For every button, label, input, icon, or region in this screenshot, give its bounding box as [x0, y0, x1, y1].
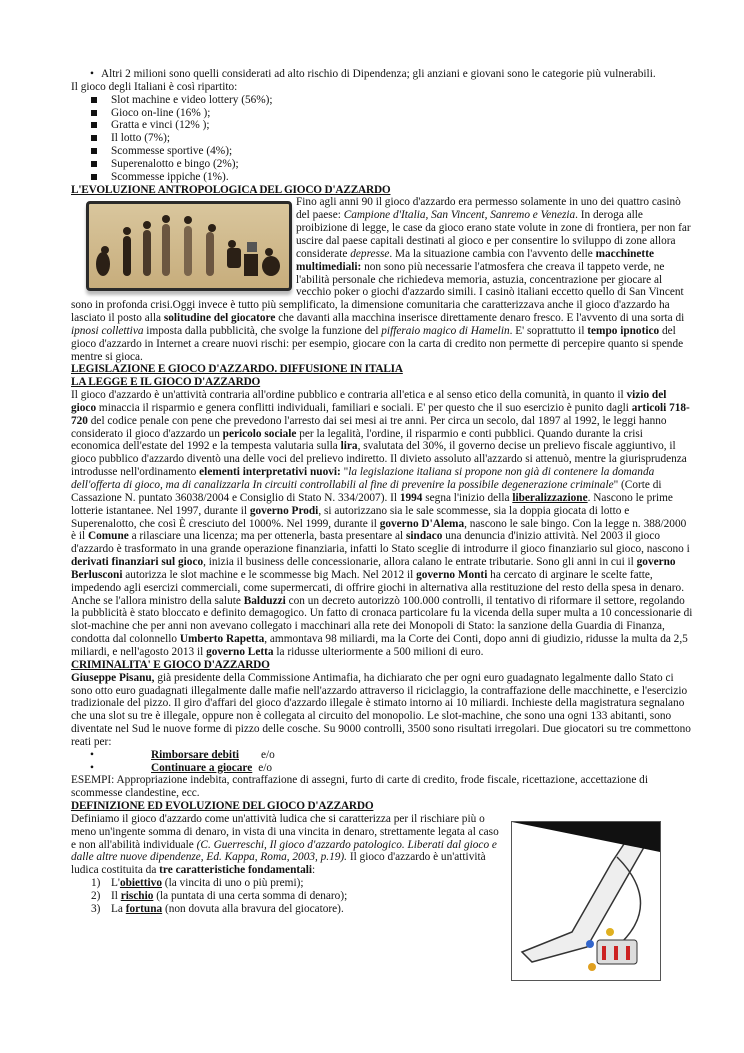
- emphasis-text: liberalizzazione: [512, 491, 588, 504]
- intro-bullet: • Altri 2 milioni sono quelli considerati ad alto rischio di Dipendenza; gli anziani e giovani sono le categorie più vulnerabili.: [71, 68, 693, 81]
- list-desc: (la puntata di una certa somma di denaro);: [153, 890, 348, 902]
- text-run: ha cercato di arginare le scelte fatte, impedendo agli esercizi commerciali, come supermercati, di offrire giochi in alternativa alla restituzione del resto della spesa in denaro. Anche se l'allora ministro della salute: [71, 568, 685, 607]
- emphasis-text: Balduzzi: [243, 594, 286, 607]
- list-number: 3): [91, 902, 101, 915]
- emphasis-text: lira: [340, 440, 358, 453]
- emphasis-text: Umberto Rapetta: [179, 633, 265, 646]
- list-prefix: L': [111, 877, 120, 890]
- esempi-paragraph: ESEMPI: Appropriazione indebita, contraffazione di assegni, furto di carte di credito, frode fiscale, ricettazione, accettazione di scommesse clandestine, ecc.: [71, 774, 648, 800]
- emphasis-text: Giuseppe Pisanu,: [71, 671, 155, 684]
- text-run: ": [340, 466, 349, 479]
- text-run: del gioco d'azzardo in Internet a creare nuovi rischi: per esempio, giocare con la carta di credito non permette di percepire quanto si spende mentre si gioca.: [71, 324, 684, 363]
- text-run: , svalutata del 30%, il governo decise un prelievo fiscale aggiuntivo, il gioco pubblico d'azzardo diventò una delle voci del prelievo indiretto. Il divieto assoluto all'azzardo si attenuò, mentre la giurisprudenza introdusse nell'ordinamento: [71, 440, 687, 479]
- emphasis-text: governo Letta: [206, 645, 274, 658]
- emphasis-text: derivati finanziari sul gioco: [71, 556, 204, 569]
- evolution-figures-icon: [89, 204, 289, 288]
- definizione-heading: DEFINIZIONE ED EVOLUZIONE DEL GIOCO D'AZZARDO: [71, 800, 374, 813]
- criminalita-paragraph: [71, 672, 693, 749]
- reato-item: [71, 749, 693, 762]
- emphasis-text: elementi interpretativi nuovi:: [199, 466, 341, 479]
- text-run: autorizza le slot machine e le scommesse big Mach. Nel 2012 il: [122, 568, 417, 581]
- text-run: segna l'inizio della: [422, 491, 513, 504]
- emphasis-text: tre caratteristiche fondamentali: [159, 864, 313, 877]
- emphasis-text: pifferaio magico di Hamelin: [381, 324, 510, 337]
- list-desc: (la vincita di uno o più premi);: [161, 877, 304, 890]
- text-run: per la legalità, l'ordine, il risparmio e conti pubblici. Quando durante la crisi economica dell'estate del 1992 e la tempesta valutaria sulla: [71, 427, 643, 453]
- list-key: obiettivo: [119, 877, 162, 890]
- emphasis-text: governo Monti: [416, 568, 488, 581]
- emphasis-text: ipnosi collettiva: [71, 324, 144, 337]
- legge-heading: LA LEGGE E IL GIOCO D'AZZARDO: [71, 376, 261, 389]
- criminalita-heading: CRIMINALITA' E GIOCO D'AZZARDO: [71, 658, 270, 671]
- emphasis-text: Campione d'Italia, San Vincent, Sanremo e Venezia: [343, 209, 576, 222]
- arm-slot-machine-icon: [512, 822, 660, 980]
- addiction-cartoon-illustration: [511, 821, 661, 981]
- text-run: la ridusse ulteriormente a 500 milioni di euro.: [273, 645, 484, 658]
- emphasis-text: governo Berlusconi: [71, 556, 676, 581]
- text-run: Il gioco d'azzardo è un'attività ludica costituita da: [71, 851, 486, 877]
- text-run: a rilasciare una licenza; ma per ottenerla, basta presentare al: [128, 530, 406, 543]
- reato-label: Continuare a giocare: [151, 761, 253, 774]
- legge-paragraph: [71, 389, 693, 659]
- evolution-illustration: [86, 201, 292, 291]
- text-run: minaccia il risparmio e genera conflitti individuali, familiari e sociali. E' per questo che il suo esercizio è punito dagli: [96, 401, 632, 414]
- ripartizione-list: [71, 94, 693, 184]
- emphasis-text: 1994: [399, 491, 423, 504]
- emphasis-text: la legislazione italiana si propone non già di contenere la domanda dell'offerta di gioco, ma di canalizzarla In circuiti controllabili al fine di prevenire la possibile degenerazione criminale: [71, 466, 655, 491]
- reato-suffix: e/o: [258, 761, 273, 774]
- emphasis-text: depresse: [350, 247, 390, 260]
- text-run: che davanti alla macchina inserisce direttamente denaro fresco. E l'avvento di una sorta di: [275, 312, 685, 325]
- text-run: Il gioco d'azzardo è un'attività contraria all'ordine pubblico e contraria all'etica e al senso etico della comunità, in quanto il: [71, 389, 627, 402]
- text-run: . E' soprattutto il: [509, 324, 588, 337]
- text-run: . Nascono le prime lotterie istantanee. Nel 1997, durante il: [71, 491, 673, 517]
- text-run: , si autorizzano sia le sale scommesse, sia la doppia giocata di lotto e Superenalotto, che così È cresciuto del 1000%. Nel 1999, durante il: [71, 504, 630, 530]
- text-run: una denuncia d'inizio attività. Nel 2003 il gioco d'azzardo è trasformato in una grande operazione finanziaria, infatti lo Stato sceglie di introdurre il gioco finanziario sul gioco, nascono i: [71, 530, 690, 556]
- emphasis-text: articoli 718-720: [71, 401, 690, 427]
- text-run: , ammontava 98 miliardi, ma la Corte dei Conti, dopo anni di giudizio, ridusse la multa da 2,5 miliardi, e nell'agosto 2013 il: [71, 633, 688, 658]
- emphasis-text: governo D'Alema: [379, 517, 465, 530]
- emphasis-text: vizio del gioco: [71, 389, 667, 414]
- reato-item: [71, 762, 693, 775]
- list-item: Gratta e vinci (12% );: [71, 119, 693, 132]
- list-item: Slot machine e video lottery (56%);: [71, 94, 693, 107]
- evoluzione-heading: L'EVOLUZIONE ANTROPOLOGICA DEL GIOCO D'AZZARDO: [71, 183, 391, 196]
- reato-suffix: e/o: [260, 748, 275, 761]
- list-desc: (non dovuta alla bravura del giocatore).: [162, 902, 344, 915]
- emphasis-text: solitudine del giocatore: [163, 312, 276, 325]
- legislazione-heading: LEGISLAZIONE E GIOCO D'AZZARDO. DIFFUSIONE IN ITALIA: [71, 363, 403, 376]
- list-key: fortuna: [125, 902, 163, 915]
- list-item: Superenalotto e bingo (2%);: [71, 158, 693, 171]
- list-key: rischio: [120, 890, 154, 902]
- list-number: 1): [91, 877, 101, 890]
- text-run: Definiamo il gioco d'azzardo come un'attività ludica che si caratterizza per il rischiare più o meno un'ingente somma di denaro, in vista di una vincita in denaro, strettamente legata al caso e non all'abilità individuale: [71, 812, 499, 851]
- text-run: già presidente della Commissione Antimafia, ha dichiarato che per ogni euro guadagnato legalmente dallo Stato ci sono otto euro guadagnati illegalmente dalle mafie nell'azzardo attraverso il riciclaggio, la contraffazione delle macchinette, e l'esercizio tradizionale del pizzo. Il giro d'affari del gioco d'azzardo illegale è stimato intorno ai 10 miliardi. Inchieste della magistratura segnalano che una slot su tre è illegale, oppure non è collegata al circuito del monopolio. Le slot-machine, che sono una ogni 133 abitanti, sono diventate nel Sud le nuove forme di pizzo delle cosche. Su 9000 controlli, 3500 sono risultati irregolari. Due giocatori su tre commettono reati per:: [71, 671, 691, 748]
- text-run: , nascono le sale bingo. Con la legge n. 388/2000 è il: [71, 517, 687, 543]
- text-run: . Ma la situazione cambia con l'avvento delle: [389, 247, 596, 260]
- emphasis-text: sindaco: [406, 530, 443, 543]
- emphasis-text: (C. Guerreschi, Il gioco d'azzardo patologico. Liberati dal gioco e dalle altre nuove dipendenze, Ed. Kappa, Roma, 2003, p.19).: [71, 838, 497, 864]
- list-item: Il lotto (7%);: [71, 132, 693, 145]
- text-run: imposta dalla pubblicità, che svolge la funzione del: [143, 324, 382, 337]
- emphasis-text: tempo ipnotico: [587, 324, 660, 337]
- list-prefix: La: [111, 902, 126, 915]
- text-run: Fino agli anni 90 il gioco d'azzardo era permesso solamente in uno dei quattro casinò del paese:: [296, 196, 681, 222]
- emphasis-text: governo Prodi: [249, 504, 319, 517]
- ripartito-label: Il gioco degli Italiani è così ripartito:: [71, 80, 238, 93]
- emphasis-text: pericolo sociale: [222, 427, 297, 440]
- list-number: 2): [91, 890, 101, 902]
- reato-label: Rimborsare debiti: [151, 748, 239, 761]
- emphasis-text: Comune: [87, 530, 129, 543]
- text-run: con un decreto autorizzò 100.000 controlli, il tentativo di riformare il settore, regolando la pubblicità è stato bloccato e definito demagogico. Un fatto di cronaca particolare fu la vicenda della super multa a 10 concessionarie di slot-machine che per anni non avevano collegato i macchinari alla rete dei Monopoli di Stato: la sanzione della Guardia di Finanza, condotta dal colonnello: [71, 594, 693, 646]
- text-run: . In deroga alle proibizione di legge, le case da gioco erano state volute in zone di frontiera, per non far uscire dal paese capitali destinati al gioco e per consentire lo sviluppo di zone allora considerate: [296, 209, 691, 260]
- text-run: non sono più necessarie l'atmosfera che creava il tappeto verde, ne l'abilità personale che richiedeva memoria, astuzia, concentrazione per giocare al vecchio poker o giochi d'azzardo simili. I casinò italiani eccetto quello di San Vincent sono in profonda crisi.Oggi invece è tutto più semplificato, la dimensione comunitaria che caratterizzava anche il gioco d'azzardo ha lasciato il posto alla: [71, 260, 684, 325]
- list-prefix: Il: [111, 890, 121, 902]
- list-item: Scommesse sportive (4%);: [71, 145, 693, 158]
- list-item: Gioco on-line (16% );: [71, 107, 693, 120]
- list-item: Scommesse ippiche (1%).: [71, 171, 693, 184]
- text-run: , inizia il business delle concessionarie, allora calano le entrate tributarie. Sono gli anni in cui il: [203, 556, 637, 569]
- text-run: :: [312, 864, 316, 877]
- text-run: " (Corte di Cassazione N. puntato 36038/2004 e Consiglio di Stato N. 334/2007). Il: [71, 479, 662, 504]
- document-page: [71, 68, 693, 981]
- text-run: del codice penale con pene che prevedono l'arresto dai sei mesi ai tre anni. Per circa un secolo, dal 1897 al 1992, le leggi hanno considerato il gioco d'azzardo un: [71, 414, 667, 440]
- emphasis-text: macchinette multimediali:: [296, 247, 654, 273]
